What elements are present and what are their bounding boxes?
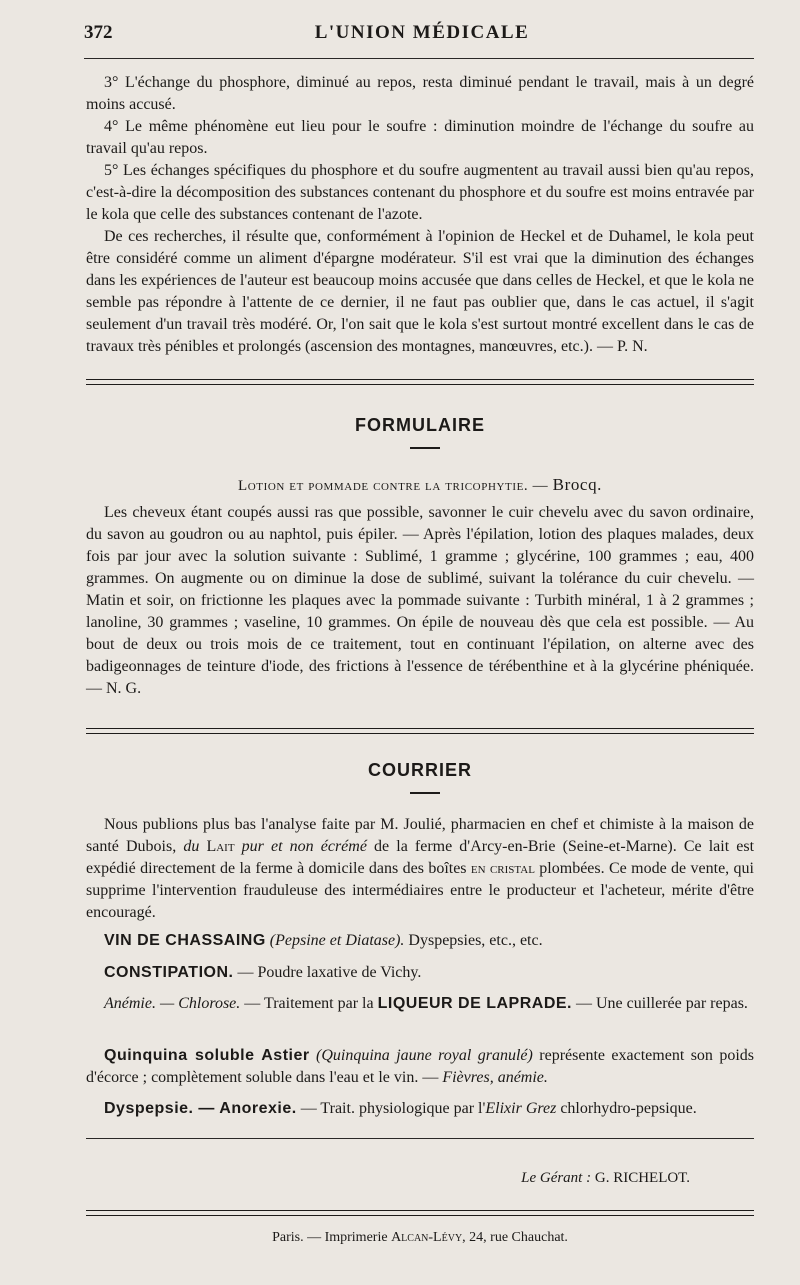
- ad-text: — Traitement par la: [244, 995, 374, 1012]
- text-run: Paris. — Imprimerie: [272, 1230, 388, 1245]
- text-run: Nous publions plus bas l'analyse faite par M. Joulié, pharmacien en chef et chimiste à la maison de santé Dubois,: [86, 816, 754, 855]
- footer-divider: [86, 1210, 754, 1216]
- text-run: plombées. Ce mode de vente, qui supprime l'intervention frauduleuse des intermédiaires entre le producteur et l'acheteur, mérite d'être encouragé.: [86, 860, 754, 921]
- page-header: [84, 22, 760, 52]
- ad-brand: Dyspepsie. — Anorexie.: [104, 1100, 297, 1117]
- courrier-text: [86, 814, 754, 924]
- ad-brand: VIN DE CHASSAING: [104, 932, 266, 949]
- text-run: , 24, rue Chauchat.: [462, 1230, 568, 1245]
- section-divider: [86, 728, 754, 734]
- ad-subtitle: (Quinquina jaune royal granulé): [316, 1047, 533, 1064]
- ad-liqueur-laprade: [86, 993, 754, 1015]
- ad-brand: LIQUEUR DE LAPRADE.: [377, 995, 572, 1012]
- paragraph: Les cheveux étant coupés aussi ras que possible, savonner le cuir chevelu avec du savon ordinaire, du savon au goudron ou au naphtol, puis épiler. — Après l'épilation, lotion des plaques malades, deux fois par jour avec la solution suivante : Sublimé, 1 gramme ; glycérine, 100 grammes ; eau, 400 grammes. On augmente ou on diminue la dose de sublimé, suivant la tolérance du cuir chevelu. — Matin et soir, on frictionne les plaques avec la pommade suivante : Turbith minéral, 1 à 2 grammes ; lanoline, 30 grammes ; vaseline, 10 grammes. On épile de nouveau dès que cela est possible. — Au bout de deux ou trois mois de ce traitement, tout en continuant l'épilation, on alterne avec des badigeonnages de teinture d'iode, des frictions à l'essence de térébenthine et à la glycérine phéniquée. — N. G.: [86, 504, 754, 697]
- title-underline: [410, 447, 440, 449]
- section-title-courrier: COURRIER: [367, 760, 472, 780]
- formula-author: Brocq.: [552, 475, 603, 494]
- ad-text: représente exactement son poids d'écorce ; complètement soluble dans l'eau et le vin. —: [86, 1047, 754, 1086]
- ad-subtitle: (Pepsine et Diatase).: [269, 932, 405, 949]
- ad-text: — Poudre laxative de Vichy.: [237, 964, 422, 981]
- signature-name: G. RICHELOT.: [594, 1170, 690, 1186]
- ad-elixir-grez: [86, 1098, 754, 1120]
- signature: [521, 1170, 690, 1187]
- text-run: de la ferme d'Arcy-en-Brie (Seine-et-Marne). Ce lait est expédié directement de la ferme à domicile dans des boîtes: [86, 838, 755, 877]
- text-run: en cristal: [470, 860, 535, 877]
- ad-text: — Trait. physiologique par l': [300, 1100, 486, 1117]
- paragraph: 4° Le même phénomène eut lieu pour le soufre : diminution moindre de l'échange du soufre au travail qu'au repos.: [86, 118, 754, 157]
- page-number: 372: [84, 22, 113, 43]
- ad-quinquina-astier: [86, 1045, 754, 1089]
- title-underline: [410, 792, 440, 794]
- ad-subtitle: Anémie. — Chlorose.: [104, 995, 241, 1012]
- text-run: pur et non écrémé: [241, 838, 367, 855]
- formulaire-text: [86, 502, 754, 700]
- ad-subtitle: Fièvres, anémie.: [442, 1069, 548, 1086]
- ad-text: chlorhydro-pepsique.: [560, 1100, 697, 1117]
- ad-brand: CONSTIPATION.: [104, 964, 234, 981]
- ad-subtitle: Elixir Grez: [485, 1100, 557, 1117]
- section-divider: [86, 379, 754, 385]
- section-title-formulaire: FORMULAIRE: [355, 415, 485, 435]
- header-rule: [84, 58, 754, 59]
- ad-constipation: [86, 962, 754, 984]
- dash: —: [532, 478, 549, 494]
- signature-label: Le Gérant :: [521, 1170, 592, 1186]
- text-run: du: [183, 838, 200, 855]
- running-title: L'UNION MÉDICALE: [314, 22, 530, 43]
- ad-text: — Une cuillerée par repas.: [576, 995, 748, 1012]
- text-run: Lait: [206, 838, 235, 855]
- ad-text: Dyspepsies, etc., etc.: [408, 932, 543, 949]
- ad-vin-chassaing: [86, 930, 754, 952]
- printer-imprint: [86, 1230, 754, 1246]
- paragraph: De ces recherches, il résulte que, conformément à l'opinion de Heckel et de Duhamel, le kola peut être considéré comme un aliment d'épargne modérateur. S'il est vrai que la diminution des échanges dans les expériences de l'auteur est beaucoup moins accusée que dans celles de Heckel, et que le kola ne semble pas répondre à l'attente de ce dernier, il ne faut pas oublier que, dans le cas actuel, il s'agit seulement d'un travail très modéré. Or, l'on sait que le kola s'est surtout montré excellent dans le cas de travaux très pénibles et prolongés (ascension des montagnes, manœuvres, etc.). — P. N.: [86, 228, 754, 355]
- section-rule: [86, 1138, 754, 1139]
- formula-name: Lotion et pommade contre la tricophytie.: [237, 478, 529, 494]
- paragraph: 3° L'échange du phosphore, diminué au repos, resta diminué pendant le travail, mais à un degré moins accusé.: [86, 74, 754, 113]
- text-run: Alcan-Lévy: [391, 1230, 463, 1245]
- ad-brand: Quinquina soluble Astier: [104, 1047, 310, 1064]
- paragraph: [86, 814, 754, 924]
- kola-article: [86, 72, 754, 358]
- formula-title: [86, 475, 754, 495]
- paragraph: 5° Les échanges spécifiques du phosphore et du soufre augmentent au travail aussi bien qu'au repos, c'est-à-dire la décomposition des substances contenant du phosphore et du soufre est moins entravée par le kola que celle des substances contenant de l'azote.: [86, 162, 754, 223]
